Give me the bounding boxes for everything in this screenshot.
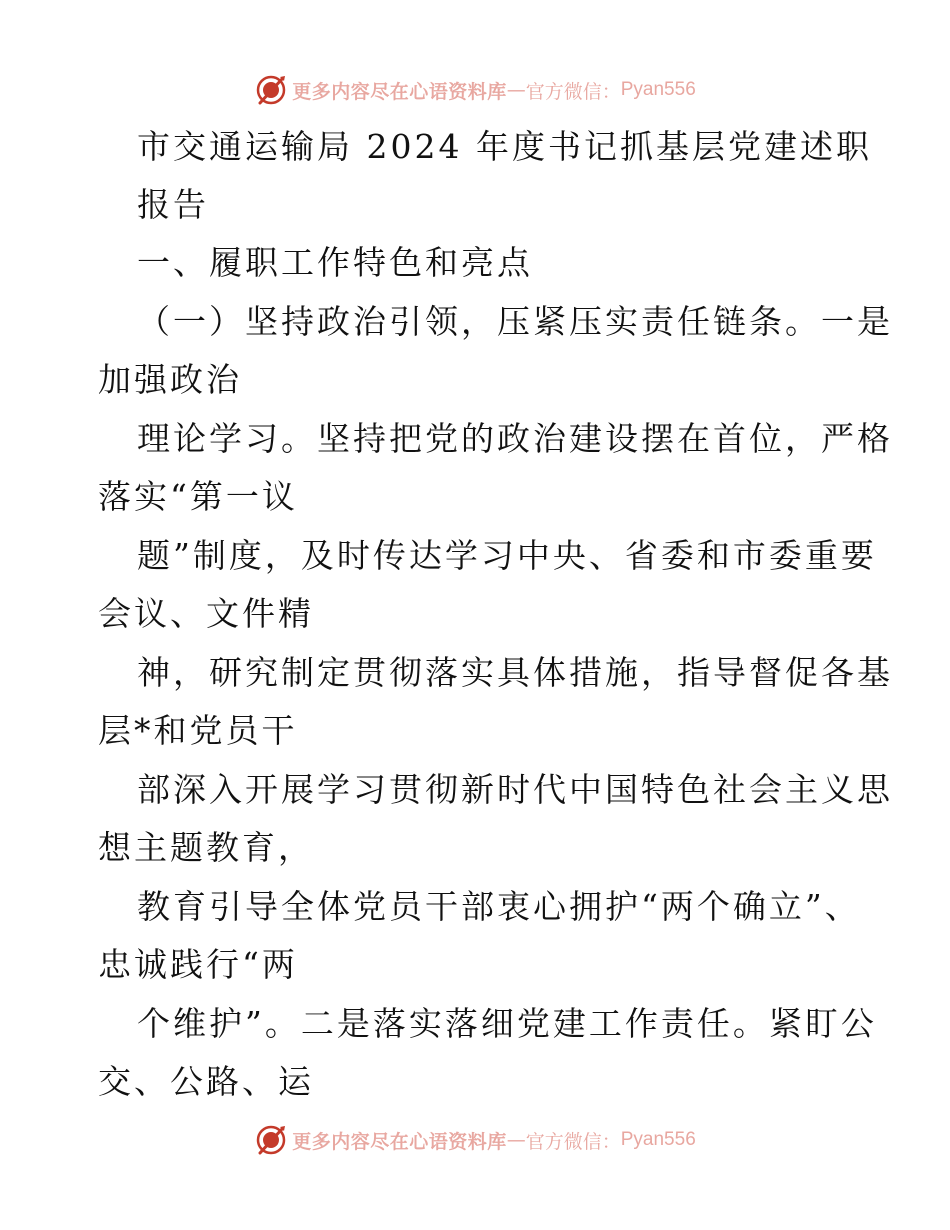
paragraph-line: 忠诚践行“两 <box>98 945 298 984</box>
paragraph-line: 题”制度，及时传达学习中央、省委和市委重要 <box>137 536 877 575</box>
watermark-separator: — <box>506 1129 526 1151</box>
paragraph-line: 理论学习。坚持把党的政治建设摆在首位，严格 <box>137 419 893 458</box>
paragraph-line: 部深入开展学习贯彻新时代中国特色社会主义思 <box>137 770 893 809</box>
watermark-wechat-id: Pyan556 <box>620 79 696 100</box>
paragraph-line: 加强政治 <box>98 360 242 399</box>
paragraph-line: 教育引导全体党员干部衷心拥护“两个确立”、 <box>137 887 861 926</box>
footer-watermark-banner <box>0 1120 950 1160</box>
paragraph-line: 交、公路、运 <box>98 1062 314 1101</box>
header-watermark-banner <box>0 70 950 110</box>
paragraph-line: 个维护”。二是落实落细党建工作责任。紧盯公 <box>137 1004 877 1043</box>
watermark-separator: — <box>506 79 526 101</box>
document-title-line-2: 报告 <box>137 185 209 224</box>
paragraph-line: 想主题教育， <box>98 828 314 867</box>
quill-pen-logo-icon <box>254 1123 288 1157</box>
quill-pen-logo-icon <box>254 73 288 107</box>
paragraph-line: 神，研究制定贯彻落实具体措施，指导督促各基 <box>137 653 893 692</box>
watermark-wechat-label: 官方微信： <box>525 80 621 103</box>
watermark-main-text: 更多内容尽在心语资料库 <box>292 1130 507 1153</box>
paragraph-line: （一）坚持政治引领，压紧压实责任链条。一是 <box>137 302 893 341</box>
paragraph-line: 落实“第一议 <box>98 477 298 516</box>
paragraph-line: 会议、文件精 <box>98 594 314 633</box>
watermark-wechat-label: 官方微信： <box>525 1130 621 1153</box>
watermark-wechat-id: Pyan556 <box>620 1129 696 1150</box>
paragraph-line: 层*和党员干 <box>98 711 298 750</box>
watermark-main-text: 更多内容尽在心语资料库 <box>292 80 507 103</box>
section-heading: 一、履职工作特色和亮点 <box>137 243 533 282</box>
document-title-line-1: 市交通运输局 2024 年度书记抓基层党建述职 <box>137 127 872 166</box>
